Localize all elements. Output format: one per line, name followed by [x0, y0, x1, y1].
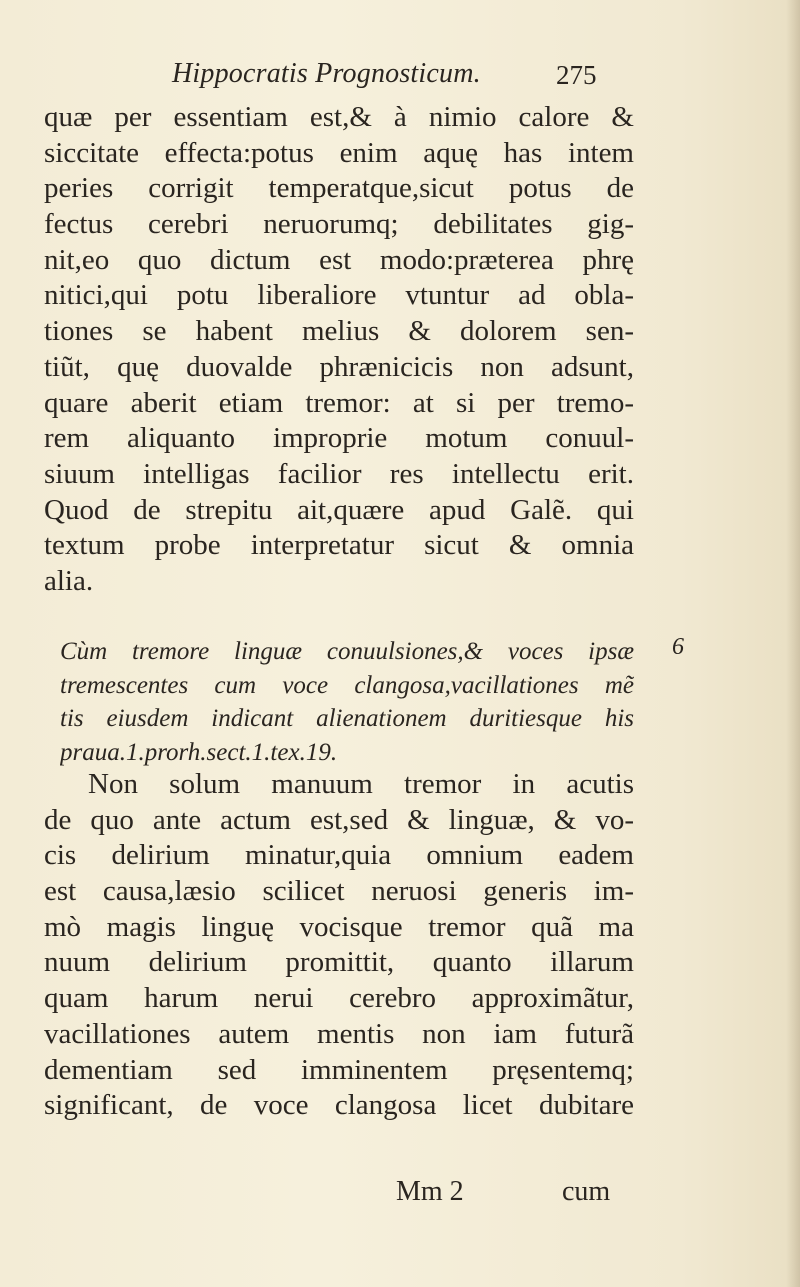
text-line: quam harum nerui cerebro approximãtur,: [44, 982, 634, 1015]
text-line: siccitate effecta:potus enim aquę has intem: [44, 136, 634, 169]
text-line: quare aberit etiam tremor: at si per tremo-: [44, 386, 634, 419]
running-title: Hippocratis Prognosticum.: [172, 58, 481, 89]
heading-line: Cùm tremore linguæ conuulsiones,& voces ipsæ: [60, 638, 634, 665]
page-footer: [0, 1176, 800, 1216]
page-header: [0, 58, 800, 98]
text-line: nitici,qui potu liberaliore vtuntur ad obla-: [44, 279, 634, 312]
text-line: nit,eo quo dictum est modo:præterea phrę: [44, 243, 634, 276]
page-number: 275: [556, 60, 597, 90]
heading-line: tremescentes cum voce clangosa,vacillationes mẽ: [60, 671, 634, 699]
catchword: cum: [562, 1176, 611, 1207]
text-line: textum probe interpretatur sicut & omnia: [44, 529, 634, 562]
text-line: quæ per essentiam est,& à nimio calore &: [44, 101, 634, 133]
text-line: de quo ante actum est,sed & linguæ, & vo-: [44, 803, 634, 836]
text-line: tiũt, quę duovalde phrænicicis non adsunt,: [44, 350, 634, 383]
text-line: nuum delirium promittit, quanto illarum: [44, 946, 634, 979]
text-line: Non solum manuum tremor in acutis: [88, 768, 634, 800]
text-line: rem aliquanto improprie motum conuul-: [44, 422, 634, 455]
heading-line: praua.1.prorh.sect.1.tex.19.: [60, 738, 338, 766]
heading-line: tis eiusdem indicant alienationem duritiesque his: [60, 705, 634, 732]
text-line: significant, de voce clangosa licet dubitare: [44, 1089, 634, 1122]
text-line: siuum intelligas facilior res intellectu erit.: [44, 457, 634, 490]
text-line: dementiam sed imminentem pręsentemq;: [44, 1053, 634, 1086]
text-line: peries corrigit temperatque,sicut potus de: [44, 172, 634, 205]
text-line: tiones se habent melius & dolorem sen-: [44, 315, 634, 348]
text-line: cis delirium minatur,quia omnium eadem: [44, 839, 634, 872]
signature-mark: Mm 2: [396, 1176, 464, 1207]
text-line: alia.: [44, 564, 94, 597]
text-line: Quod de strepitu ait,quære apud Galẽ. qui: [44, 493, 634, 526]
aphorism-heading: [60, 635, 634, 769]
text-line: fectus cerebri neruorumq; debilitates gig-: [44, 208, 634, 241]
text-line: est causa,læsio scilicet neruosi generis im-: [44, 875, 634, 908]
main-paragraph: [44, 100, 634, 600]
text-line: mò magis linguę vocisque tremor quã ma: [44, 910, 634, 943]
page-gutter-shadow: [786, 0, 800, 1287]
text-line: vacillationes autem mentis non iam futurã: [44, 1017, 634, 1050]
margin-note-number: 6: [672, 634, 684, 660]
commentary-paragraph: [44, 767, 634, 1124]
